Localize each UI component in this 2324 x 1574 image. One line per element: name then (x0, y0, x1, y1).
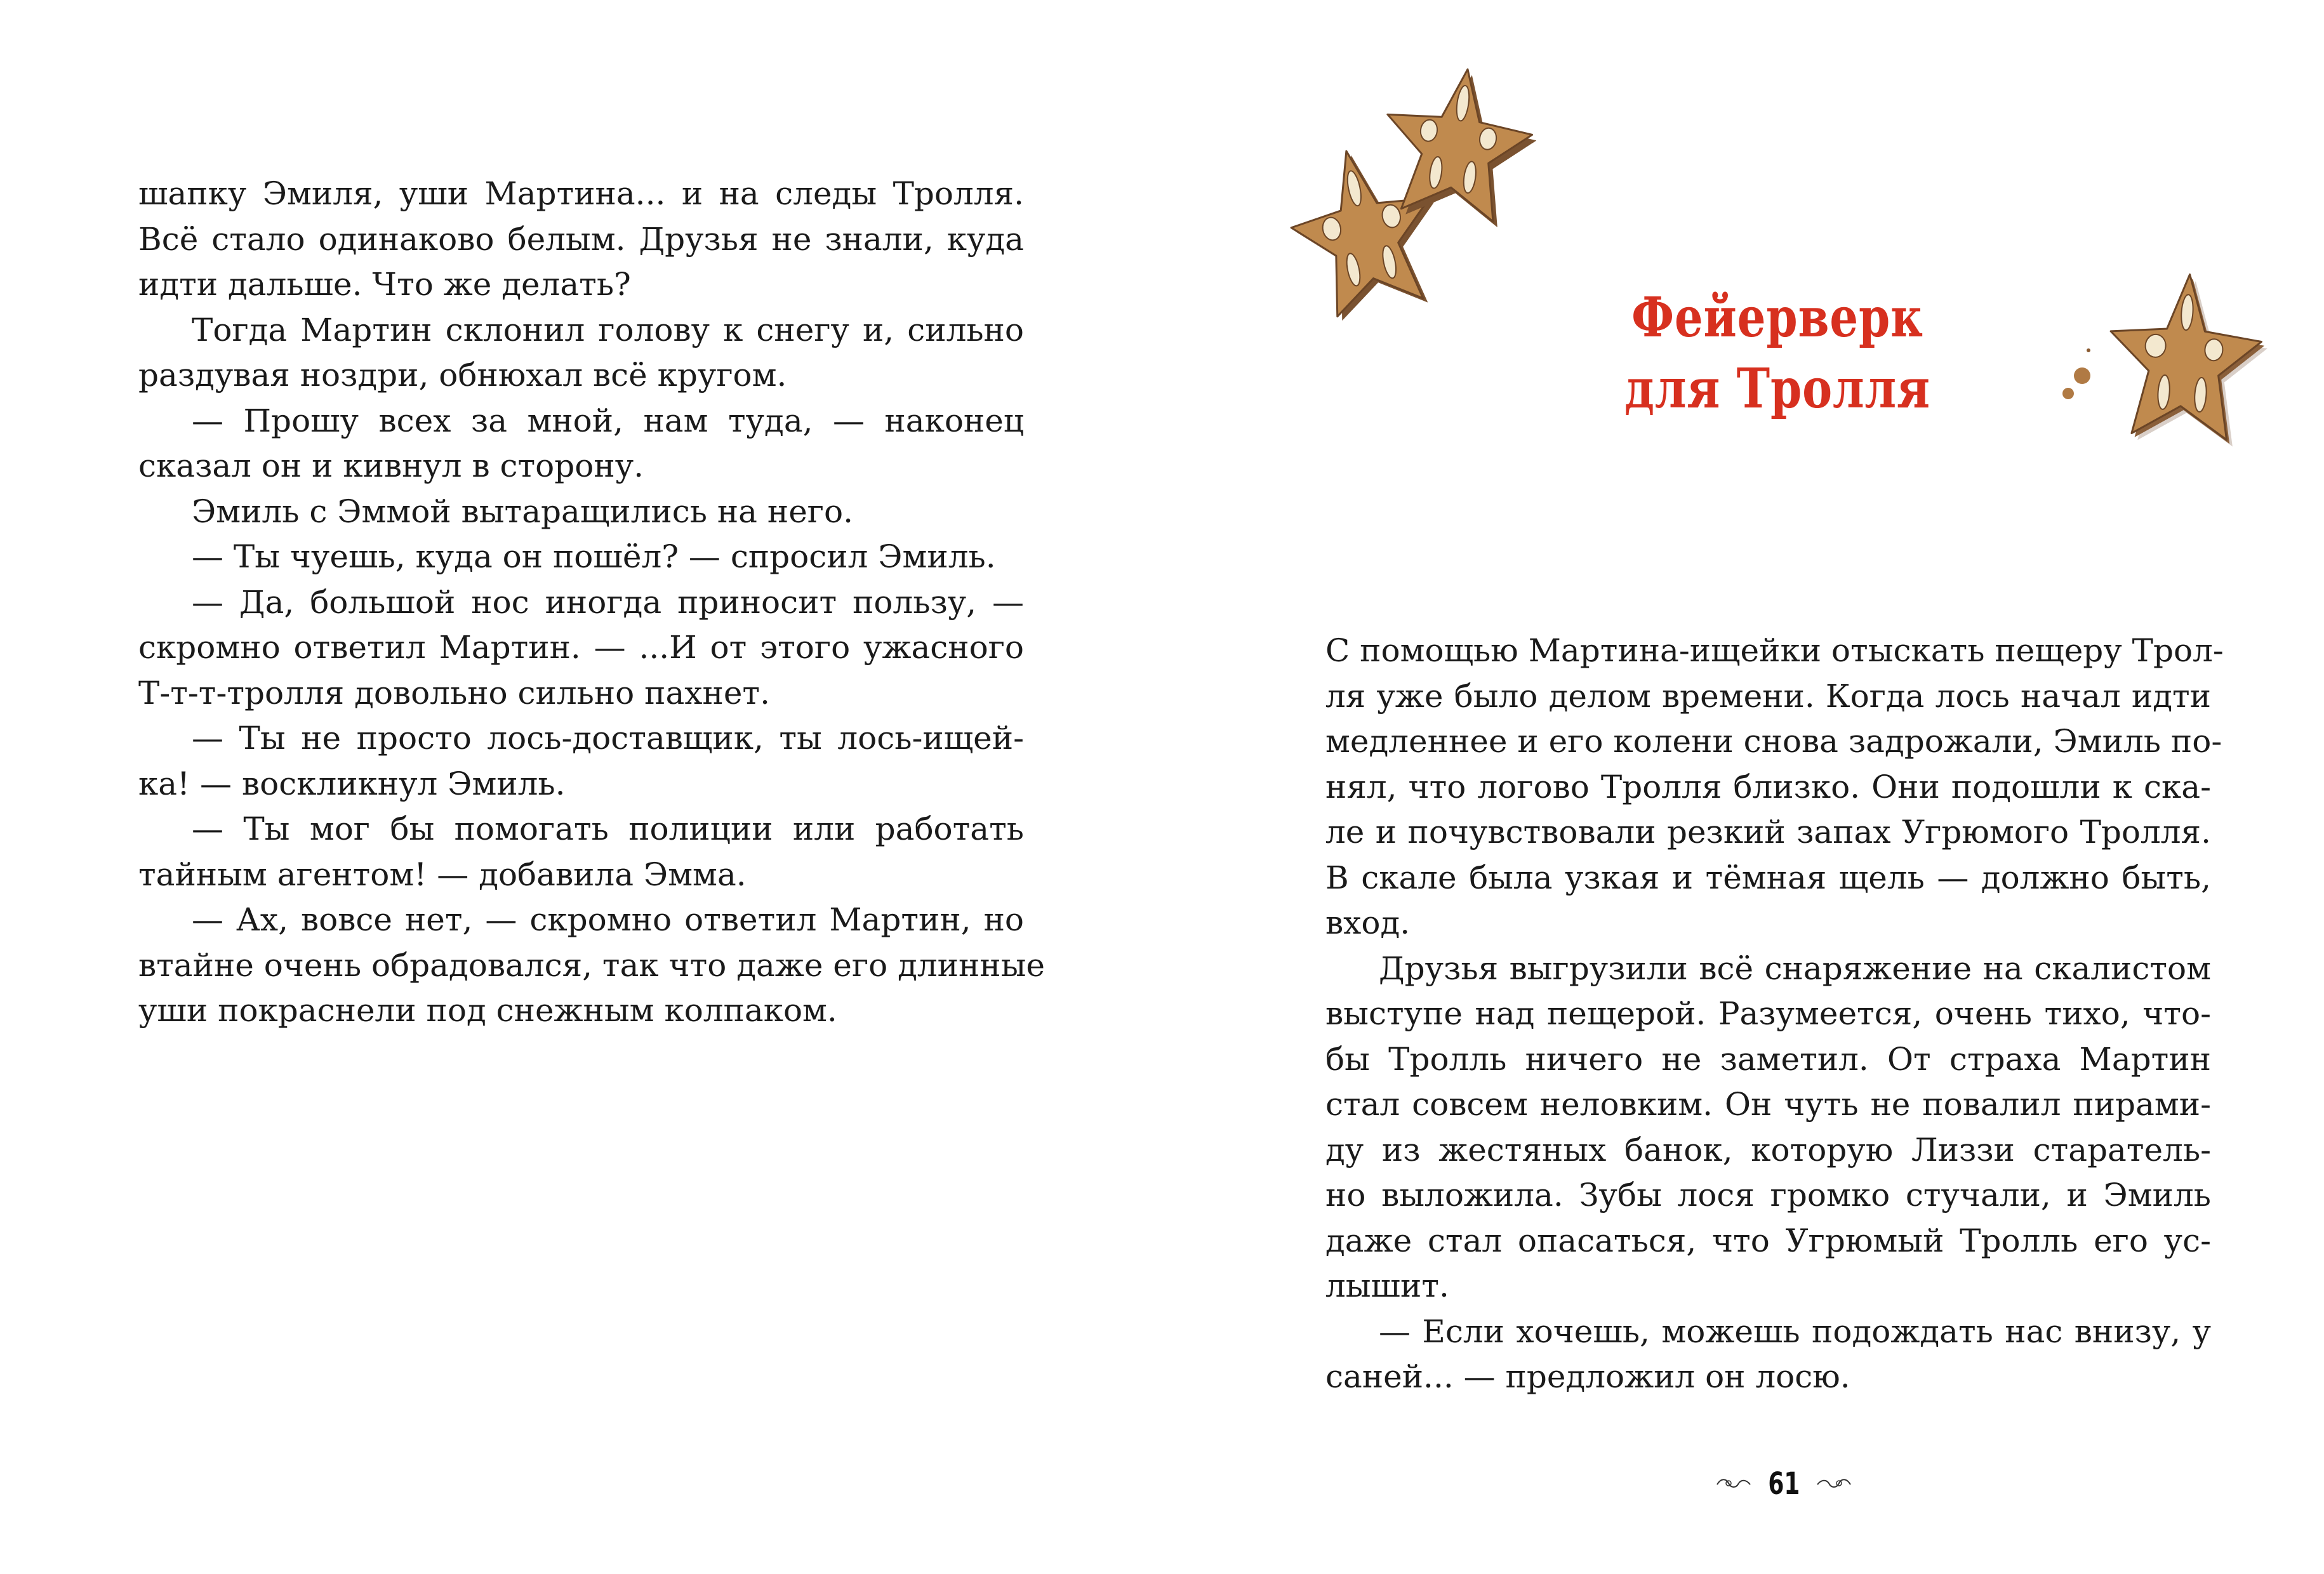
text-line: В скале была узкая и тёмная щель — должно быть, (1325, 859, 2211, 896)
text-line: но выложила. Зубы лося громко стучали, и Эмиль (1325, 1177, 2211, 1214)
text-line: медленнее и его колени снова задрожали, Эмиль по- (1325, 723, 2222, 760)
flourish-left-icon (1715, 1477, 1753, 1491)
text-line: раздувая ноздри, обнюхал всё кругом. (138, 357, 787, 394)
text-line: — Ты чуешь, куда он пошёл? — спросил Эмиль. (192, 538, 996, 575)
text-line: ля уже было делом времени. Когда лось начал идти (1325, 677, 2211, 715)
text-line: вход. (1325, 904, 1411, 941)
chapter-title-line-2: для Тролля (1624, 357, 1930, 421)
text-line: — Да, большой нос иногда приносит пользу, — (192, 583, 1024, 621)
text-line: С помощью Мартина-ищейки отыскать пещеру Трол- (1325, 632, 2224, 669)
text-line: — Ах, вовсе нет, — скромно ответил Мартин, но (192, 901, 1024, 938)
text-line: выступе над пещерой. Разумеется, очень тихо, что- (1325, 995, 2211, 1032)
text-line: ду из жестяных банок, которую Лиззи старатель- (1325, 1131, 2211, 1168)
gingerbread-star-cookie-icon (2050, 267, 2279, 470)
text-line: уши покраснели под снежным колпаком. (138, 992, 837, 1029)
text-line: — Ты мог бы помогать полиции или работать (192, 810, 1024, 847)
text-line: ле и почувствовали резкий запах Угрюмого Тролля. (1325, 814, 2211, 850)
text-line: стал совсем неловким. Он чуть не повалил пирами- (1325, 1086, 2211, 1123)
text-line: втайне очень обрадовался, так что даже его длинные (138, 946, 1046, 984)
flourish-right-icon (1815, 1477, 1853, 1491)
text-line: лышит. (1325, 1267, 1449, 1304)
chapter-title-line-1: Фейерверк (1631, 286, 1923, 350)
text-line: Т-т-т-тролля довольно сильно пахнет. (138, 674, 770, 711)
text-line: Эмиль с Эммой вытаращились на него. (192, 493, 853, 530)
left-page-body-text (138, 171, 1046, 1034)
page-number: 61 (1767, 1466, 1800, 1502)
text-line: идти дальше. Что же делать? (138, 266, 631, 303)
text-line: сказал он и кивнул в сторону. (138, 447, 644, 484)
text-line: ка! — воскликнул Эмиль. (138, 765, 566, 802)
chapter-title (1595, 282, 1960, 425)
text-line: бы Тролль ничего не заметил. От страха Мартин (1325, 1040, 2211, 1078)
right-page-body-text (1325, 628, 2224, 1400)
text-line: скромно ответил Мартин. — ...И от этого ужасного (138, 629, 1024, 666)
page-number-footer (1689, 1466, 1879, 1502)
text-line: шапку Эмиля, уши Мартина... и на следы Тролля. (138, 175, 1024, 212)
text-line: Всё стало одинаково белым. Друзья не знали, куда (138, 220, 1024, 258)
text-line: Друзья выгрузили всё снаряжение на скалистом (1379, 949, 2211, 987)
text-line: даже стал опасаться, что Угрюмый Тролль его ус- (1325, 1222, 2211, 1259)
text-line: Тогда Мартин склонил голову к снегу и, сильно (192, 311, 1024, 348)
gingerbread-star-cookie-icon (1378, 63, 1536, 228)
text-line: тайным агентом! — добавила Эмма. (138, 856, 747, 893)
text-line: — Если хочешь, можешь подождать нас внизу, у (1379, 1313, 2211, 1350)
text-line: нял, что логово Тролля близко. Они подошли к ска- (1325, 768, 2211, 805)
text-line: — Ты не просто лось-доставщик, ты лось-ищей- (192, 720, 1024, 757)
text-line: саней... — предложил он лосю. (1325, 1358, 1850, 1395)
text-line: — Прошу всех за мной, нам туда, — наконец (192, 402, 1024, 439)
